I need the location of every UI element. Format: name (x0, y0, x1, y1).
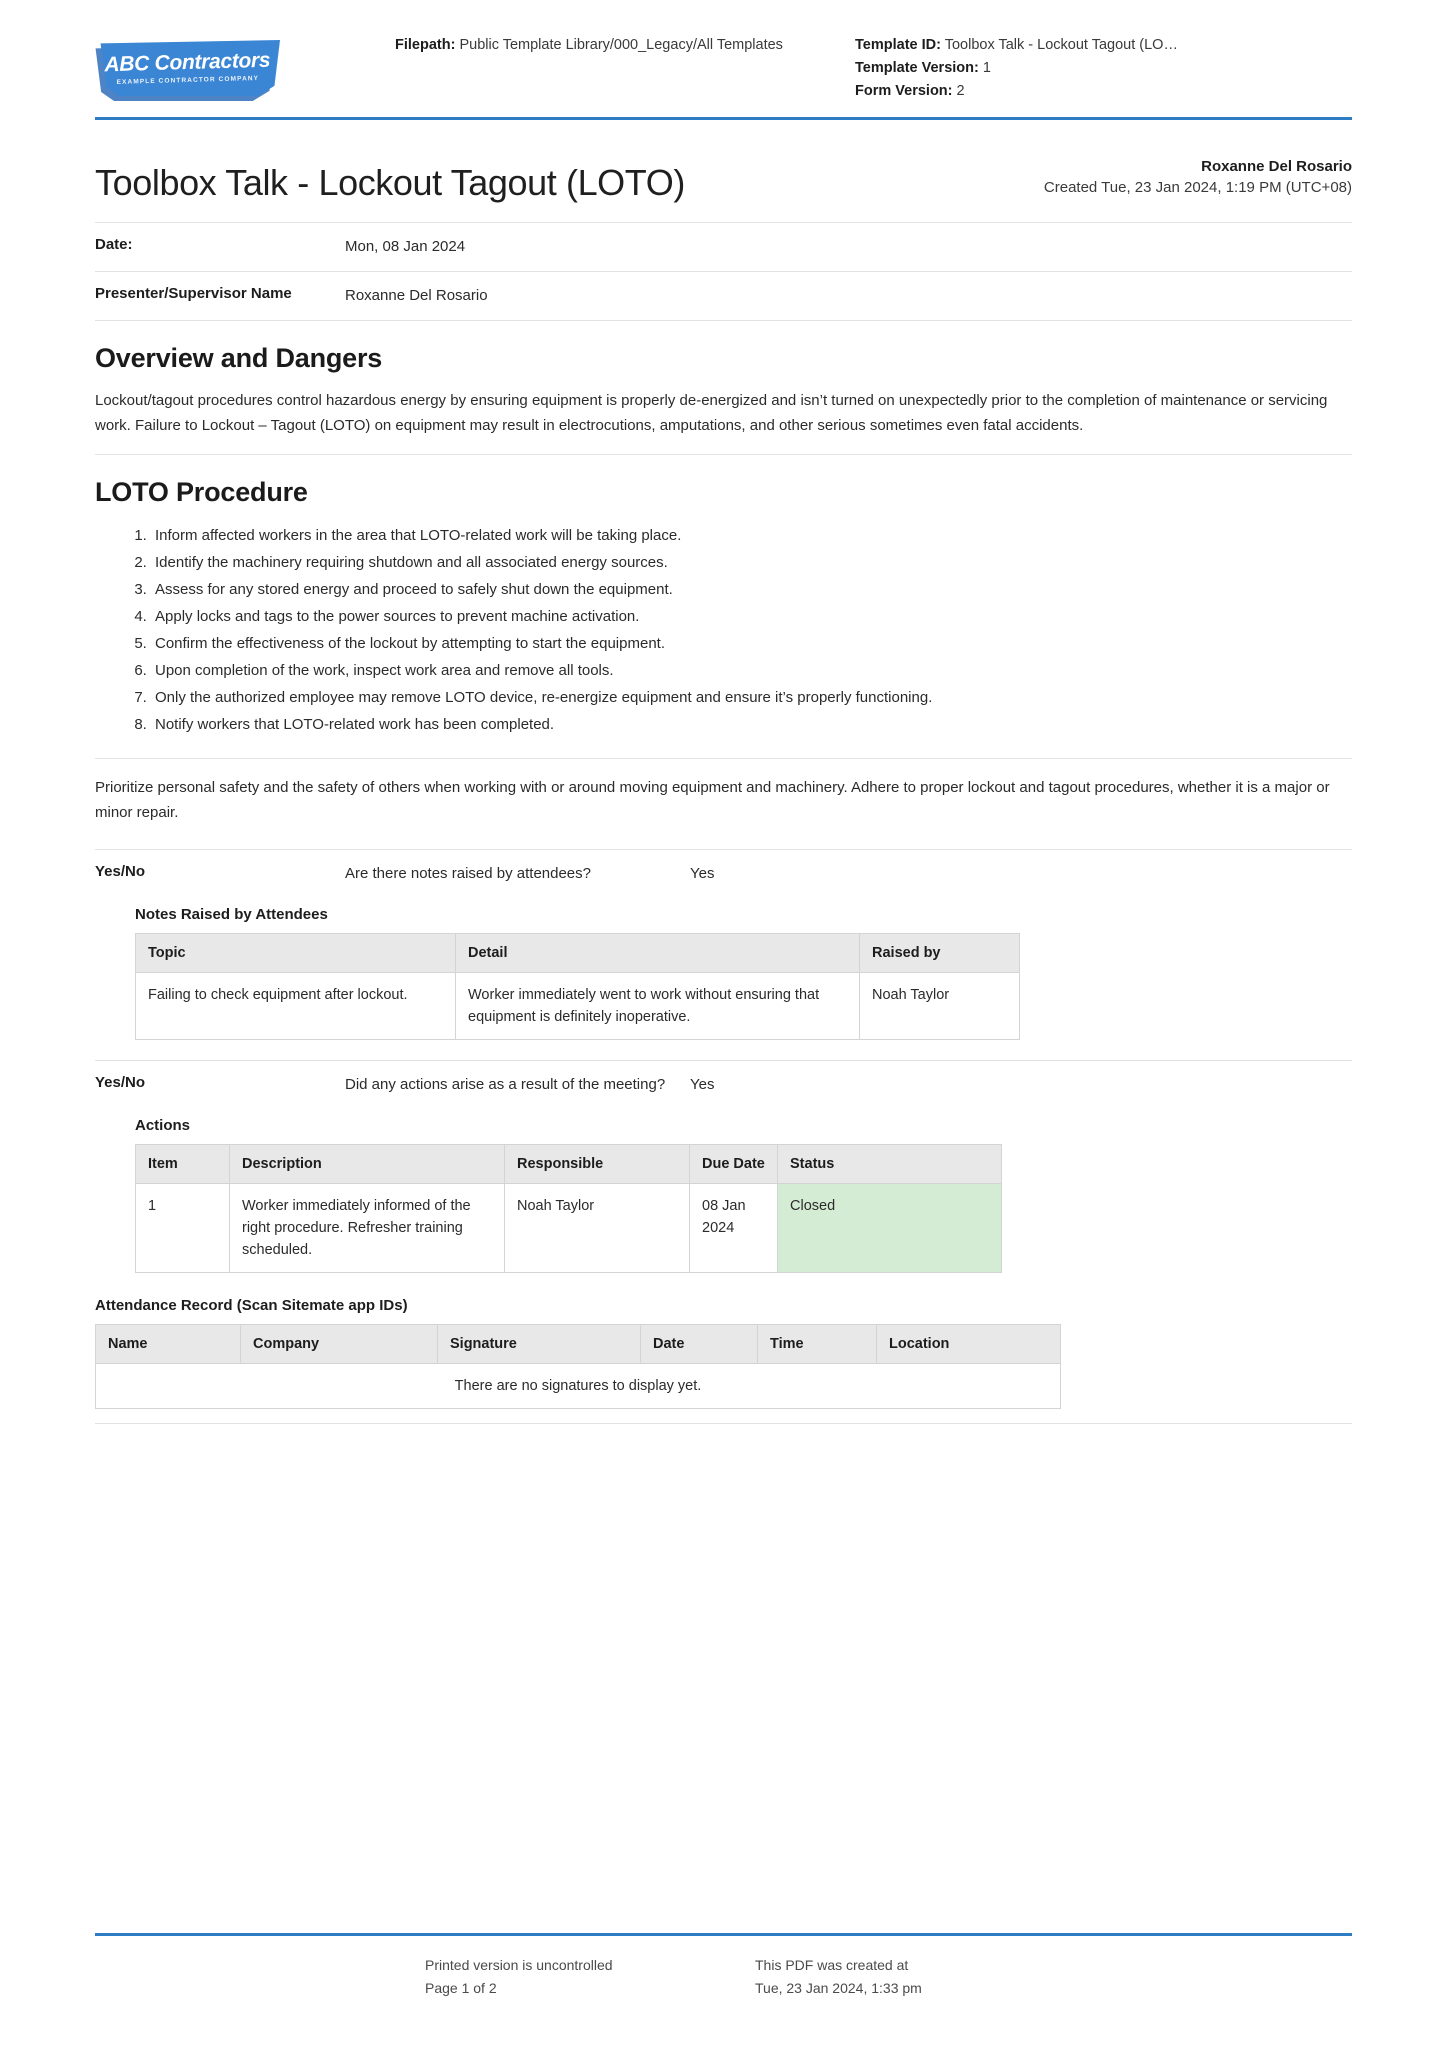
actions-table-title: Actions (135, 1117, 191, 1134)
column-header-signature: Signature (438, 1325, 641, 1364)
empty-state-message: There are no signatures to display yet. (96, 1364, 1061, 1409)
list-item: 3. Assess for any stored energy and proceed to safely shut down the equipment. (151, 576, 1352, 603)
filepath-label: Filepath: (395, 37, 456, 53)
logo-tagline: EXAMPLE CONTRACTOR COMPANY (116, 75, 260, 86)
date-value: Mon, 08 Jan 2024 (345, 238, 466, 255)
form-version-line (855, 80, 1352, 103)
template-version-value: 1 (982, 60, 991, 76)
template-version-line (855, 57, 1352, 80)
template-meta-block (825, 26, 1352, 103)
cell-due-date: 08 Jan 2024 (690, 1184, 778, 1273)
created-block (1044, 156, 1352, 204)
notes-question-label: Yes/No (95, 863, 146, 880)
column-header-name: Name (96, 1325, 241, 1364)
closing-note-paragraph: Prioritize personal safety and the safety of others when working with or around moving equipment and machinery. Adhere to proper lockout and tagout procedures, whether it is a major or minor repair. (95, 779, 1330, 821)
cell-detail: Worker immediately went to work without ensuring that equipment is definitely inoperative. (456, 973, 860, 1040)
footer-right-column (755, 1954, 1085, 2000)
list-item: 8. Notify workers that LOTO-related work has been completed. (151, 711, 1352, 738)
footer-pdf-created-label: This PDF was created at (755, 1957, 909, 1973)
actions-question-answer: Yes (690, 1076, 715, 1093)
document-footer (95, 1933, 1352, 2000)
table-header-row (136, 934, 1020, 973)
form-version-label: Form Version: (855, 83, 953, 99)
section-overview (95, 320, 1352, 438)
column-header-raised-by: Raised by (860, 934, 1020, 973)
footer-spacer (95, 1954, 425, 2000)
column-header-responsible: Responsible (505, 1145, 690, 1184)
template-id-label: Template ID: (855, 37, 941, 53)
actions-table (135, 1144, 1002, 1273)
footer-print-notice: Printed version is uncontrolled (425, 1957, 613, 1973)
footer-pdf-created-timestamp: Tue, 23 Jan 2024, 1:33 pm (755, 1980, 922, 1996)
page-title: Toolbox Talk - Lockout Tagout (LOTO) (95, 162, 685, 203)
notes-table-block (95, 898, 1352, 1046)
actions-question-text: Did any actions arise as a result of the meeting? (345, 1076, 666, 1093)
notes-question-text: Are there notes raised by attendees? (345, 865, 591, 882)
cell-responsible: Noah Taylor (505, 1184, 690, 1273)
column-header-time: Time (758, 1325, 877, 1364)
template-id-line (855, 34, 1352, 57)
logo-cell (95, 26, 395, 96)
form-version-value: 2 (956, 83, 965, 99)
cell-topic: Failing to check equipment after lockout. (136, 973, 456, 1040)
table-header-row (96, 1325, 1061, 1364)
table-row (136, 973, 1020, 1040)
table-row (136, 1184, 1002, 1273)
column-header-company: Company (241, 1325, 438, 1364)
list-item: 1. Inform affected workers in the area that LOTO-related work will be taking place. (151, 522, 1352, 549)
company-logo (95, 40, 280, 96)
cell-raised-by: Noah Taylor (860, 973, 1020, 1040)
list-item: 2. Identify the machinery requiring shutdown and all associated energy sources. (151, 549, 1352, 576)
presenter-value: Roxanne Del Rosario (345, 287, 488, 304)
presenter-label: Presenter/Supervisor Name (95, 285, 292, 302)
table-row-empty (96, 1364, 1061, 1409)
filepath-line (395, 34, 825, 57)
column-header-date: Date (641, 1325, 758, 1364)
notes-question-answer: Yes (690, 865, 715, 882)
section-procedure (95, 454, 1352, 738)
notes-table-title: Notes Raised by Attendees (135, 906, 328, 923)
title-row (95, 120, 1352, 222)
actions-question-label: Yes/No (95, 1074, 146, 1091)
attendance-table (95, 1324, 1061, 1409)
list-item: 5. Confirm the effectiveness of the lockout by attempting to start the equipment. (151, 630, 1352, 657)
list-item: 4. Apply locks and tags to the power sources to prevent machine activation. (151, 603, 1352, 630)
created-timestamp: Created Tue, 23 Jan 2024, 1:19 PM (UTC+08) (1043, 179, 1352, 196)
column-header-item: Item (136, 1145, 230, 1184)
list-item: 6. Upon completion of the work, inspect work area and remove all tools. (151, 657, 1352, 684)
actions-table-block (95, 1109, 1352, 1279)
footer-page-number: Page 1 of 2 (425, 1980, 497, 1996)
cell-description: Worker immediately informed of the right procedure. Refresher training scheduled. (230, 1184, 505, 1273)
field-row-actions-question (95, 1060, 1352, 1109)
status-badge: Closed (778, 1184, 1002, 1273)
cell-item: 1 (136, 1184, 230, 1273)
attendance-table-title: Attendance Record (Scan Sitemate app IDs) (95, 1297, 408, 1314)
column-header-status: Status (778, 1145, 1002, 1184)
overview-paragraph: Lockout/tagout procedures control hazardous energy by ensuring equipment is properly de-energized and isn’t turned on unexpectedly prior to the completion of maintenance or servicing work. Failure to Lockout – Tagout (LOTO) on equipment may result in electrocutions, amputations, and other serious sometimes even fatal accidents. (95, 392, 1328, 434)
overview-heading: Overview and Dangers (95, 343, 383, 373)
column-header-due-date: Due Date (690, 1145, 778, 1184)
section-divider (95, 1423, 1352, 1424)
document-header (95, 0, 1352, 120)
field-row-date (95, 222, 1352, 271)
table-header-row (136, 1145, 1002, 1184)
column-header-detail: Detail (456, 934, 860, 973)
footer-left-column (425, 1954, 755, 2000)
attendance-table-block (95, 1279, 1352, 1430)
procedure-heading: LOTO Procedure (95, 477, 308, 507)
field-row-presenter (95, 271, 1352, 320)
template-version-label: Template Version: (855, 60, 979, 76)
filepath-value: Public Template Library/000_Legacy/All Templates (459, 37, 783, 53)
field-row-notes-question (95, 849, 1352, 898)
column-header-topic: Topic (136, 934, 456, 973)
filepath-block (395, 26, 825, 57)
section-closing-note (95, 758, 1352, 849)
list-item: 7. Only the authorized employee may remove LOTO device, re-energize equipment and ensure it’s properly functioning. (151, 684, 1352, 711)
notes-table (135, 933, 1020, 1040)
procedure-step-list (95, 522, 1352, 738)
column-header-description: Description (230, 1145, 505, 1184)
logo-company-name: ABC Contractors (104, 48, 271, 77)
template-id-value: Toolbox Talk - Lockout Tagout (LO… (944, 37, 1178, 53)
created-by-name: Roxanne Del Rosario (1201, 158, 1352, 175)
date-label: Date: (95, 236, 133, 253)
column-header-location: Location (877, 1325, 1061, 1364)
